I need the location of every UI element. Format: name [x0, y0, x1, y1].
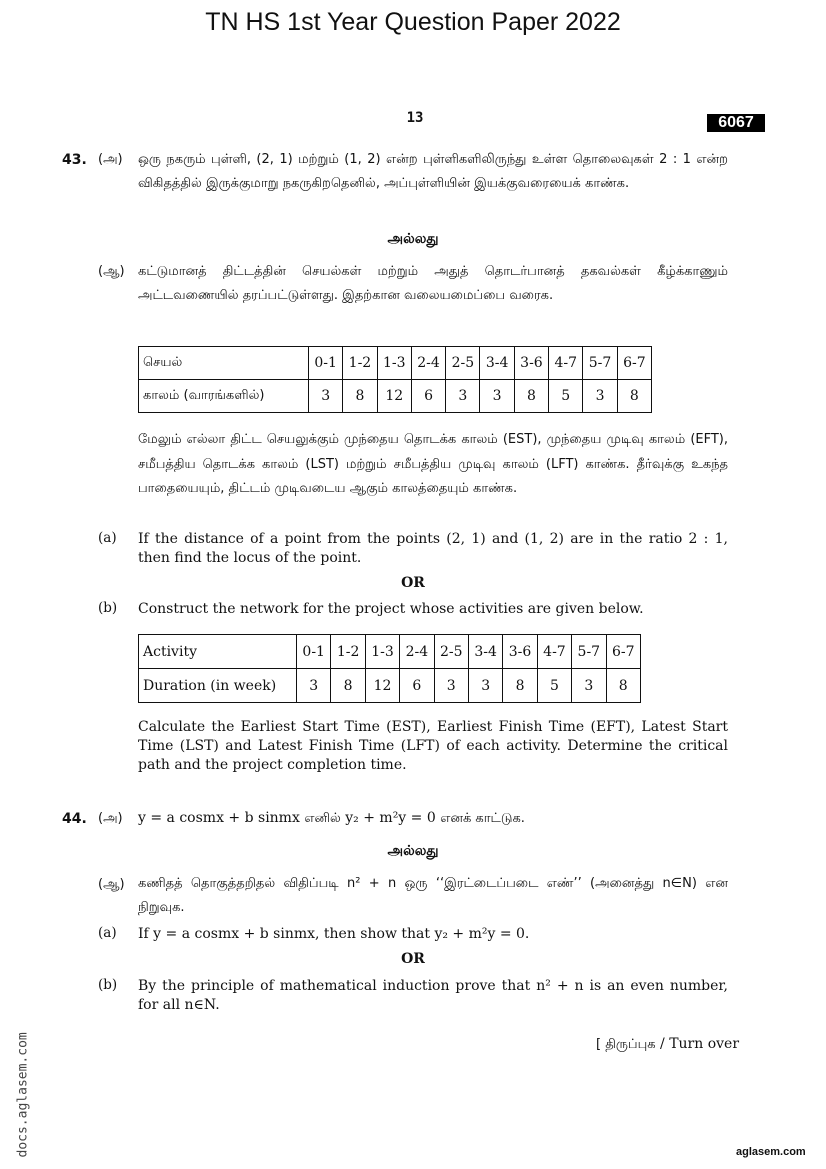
table-cell: 3 [434, 669, 468, 703]
table-cell: 3-4 [468, 635, 502, 669]
q44-a-ta-formula: y = a cosmx + b sinmx [138, 810, 300, 826]
q43-a-ta-marker: (அ) [98, 152, 123, 167]
q44-b-en-marker: (b) [98, 977, 118, 993]
table-cell: 8 [606, 669, 640, 703]
q43-a-ta-text: ஒரு நகரும் புள்ளி, (2, 1) மற்றும் (1, 2) என்ற புள்ளிகளிலிருந்து உள்ள தொலைவுகள் 2 : 1 என்ற விகிதத்தில் இருக்குமாறு நகருகிறதெனில், அப்புள்ளியின் இயக்குவரையைக் காண்க. [138, 152, 728, 191]
table-cell: 2-4 [400, 635, 434, 669]
q43-or-ta: அல்லது [387, 231, 439, 247]
table-cell: 0-1 [297, 635, 331, 669]
table-header-duration: Duration (in week) [139, 669, 297, 703]
q44-or-ta: அல்லது [387, 843, 439, 859]
table-cell: 1-2 [343, 347, 377, 380]
q44-a-ta-line [138, 810, 728, 827]
q44-or-en: OR [401, 951, 425, 967]
table-cell: 3 [446, 380, 480, 413]
table-cell: 8 [331, 669, 365, 703]
q43-b-ta-instructions: மேலும் எல்லா திட்ட செயலுக்கும் முந்தைய தொடக்க காலம் (EST), முந்தைய முடிவு காலம் (EFT), சமீபத்திய தொடக்க காலம் (LST) மற்றும் சமீபத்திய முடிவு காலம் (LFT) காண்க. தீர்வுக்கு உகந்த பாதையையும், திட்டம் முடிவடைய ஆகும் காலத்தையும் காண்க. [138, 432, 728, 496]
table-cell: 3-6 [503, 635, 537, 669]
q44-a-ta-mid: எனில் [304, 811, 341, 826]
q43-en-activity-table [138, 634, 641, 703]
q44-b-en-text: By the principle of mathematical induction prove that n² + n is an even number, for all n∈N. [138, 978, 728, 1013]
table-cell: 3 [309, 380, 343, 413]
q44-a-ta-tail: எனக் காட்டுக. [440, 811, 525, 826]
table-cell: 8 [343, 380, 377, 413]
table-cell: 5 [537, 669, 571, 703]
table-cell: 2-5 [434, 635, 468, 669]
table-cell: 6 [400, 669, 434, 703]
table-cell: 4-7 [549, 347, 583, 380]
table-row [139, 635, 641, 669]
page-number: 13 [406, 110, 424, 126]
table-cell: 3 [297, 669, 331, 703]
footer-brand: aglasem.com [736, 1146, 806, 1158]
table-cell: 2-5 [446, 347, 480, 380]
q43-b-ta-marker: (ஆ) [98, 264, 125, 279]
q43-b-en-marker: (b) [98, 600, 118, 616]
turn-over-en: / Turn over [660, 1036, 740, 1052]
turn-over-note [596, 1036, 739, 1053]
q43-a-en-text: If the distance of a point from the points (2, 1) and (1, 2) are in the ratio 2 : 1, then find the locus of the point. [138, 531, 728, 566]
q44-b-ta-text: கணிதத் தொகுத்தறிதல் விதிப்படி n² + n ஒரு ‘‘இரட்டைப்படை எண்’’ (அனைத்து n∈N) என நிறுவுக. [138, 876, 728, 915]
q44-a-ta-marker: (அ) [98, 811, 123, 826]
table-cell: 5-7 [572, 635, 606, 669]
q43-a-en-marker: (a) [98, 530, 117, 546]
table-header-activity: Activity [139, 635, 297, 669]
table-cell: 6-7 [617, 347, 651, 380]
table-cell: 3 [468, 669, 502, 703]
table-header-duration: காலம் (வாரங்களில்) [139, 380, 309, 413]
table-row [139, 669, 641, 703]
table-cell: 6 [411, 380, 445, 413]
table-cell: 4-7 [537, 635, 571, 669]
table-cell: 3 [583, 380, 617, 413]
table-cell: 8 [514, 380, 548, 413]
q43-b-en-text: Construct the network for the project whose activities are given below. [138, 601, 644, 617]
table-cell: 3-6 [514, 347, 548, 380]
table-cell: 0-1 [309, 347, 343, 380]
table-cell: 5-7 [583, 347, 617, 380]
table-cell: 1-3 [365, 635, 399, 669]
table-row [139, 347, 652, 380]
table-cell: 3 [480, 380, 514, 413]
table-header-activity: செயல் [139, 347, 309, 380]
page-header-title: TN HS 1st Year Question Paper 2022 [205, 8, 621, 36]
table-cell: 12 [365, 669, 399, 703]
source-watermark: docs.aglasem.com [15, 1032, 31, 1158]
q44-a-en-text: If y = a cosmx + b sinmx, then show that y₂ + m²y = 0. [138, 926, 530, 942]
turn-over-ta: [ திருப்புக [596, 1037, 656, 1052]
question-number-44: 44. [62, 811, 87, 827]
table-cell: 1-2 [331, 635, 365, 669]
q43-or-en: OR [401, 575, 425, 591]
table-cell: 3 [572, 669, 606, 703]
q44-b-ta-marker: (ஆ) [98, 877, 125, 892]
q43-b-en-instructions: Calculate the Earliest Start Time (EST), Earliest Finish Time (EFT), Latest Start Time (LST) and Latest Finish Time (LFT) of each activity. Determine the critical path and the project completion time. [138, 719, 728, 773]
question-number-43: 43. [62, 152, 87, 168]
table-cell: 2-4 [411, 347, 445, 380]
table-cell: 8 [617, 380, 651, 413]
table-cell: 1-3 [377, 347, 411, 380]
table-cell: 6-7 [606, 635, 640, 669]
table-cell: 5 [549, 380, 583, 413]
table-cell: 3-4 [480, 347, 514, 380]
table-row [139, 380, 652, 413]
q44-a-ta-result: y₂ + m²y = 0 [345, 810, 436, 826]
q43-ta-activity-table [138, 346, 652, 413]
table-cell: 8 [503, 669, 537, 703]
q43-b-ta-text: கட்டுமானத் திட்டத்தின் செயல்கள் மற்றும் அதுத் தொடர்பானத் தகவல்கள் கீழ்க்காணும் அட்டவணையில் தரப்பட்டுள்ளது. இதற்கான வலையமைப்பை வரைக. [138, 264, 728, 303]
paper-code-badge: 6067 [707, 114, 765, 132]
q44-a-en-marker: (a) [98, 925, 117, 941]
table-cell: 12 [377, 380, 411, 413]
